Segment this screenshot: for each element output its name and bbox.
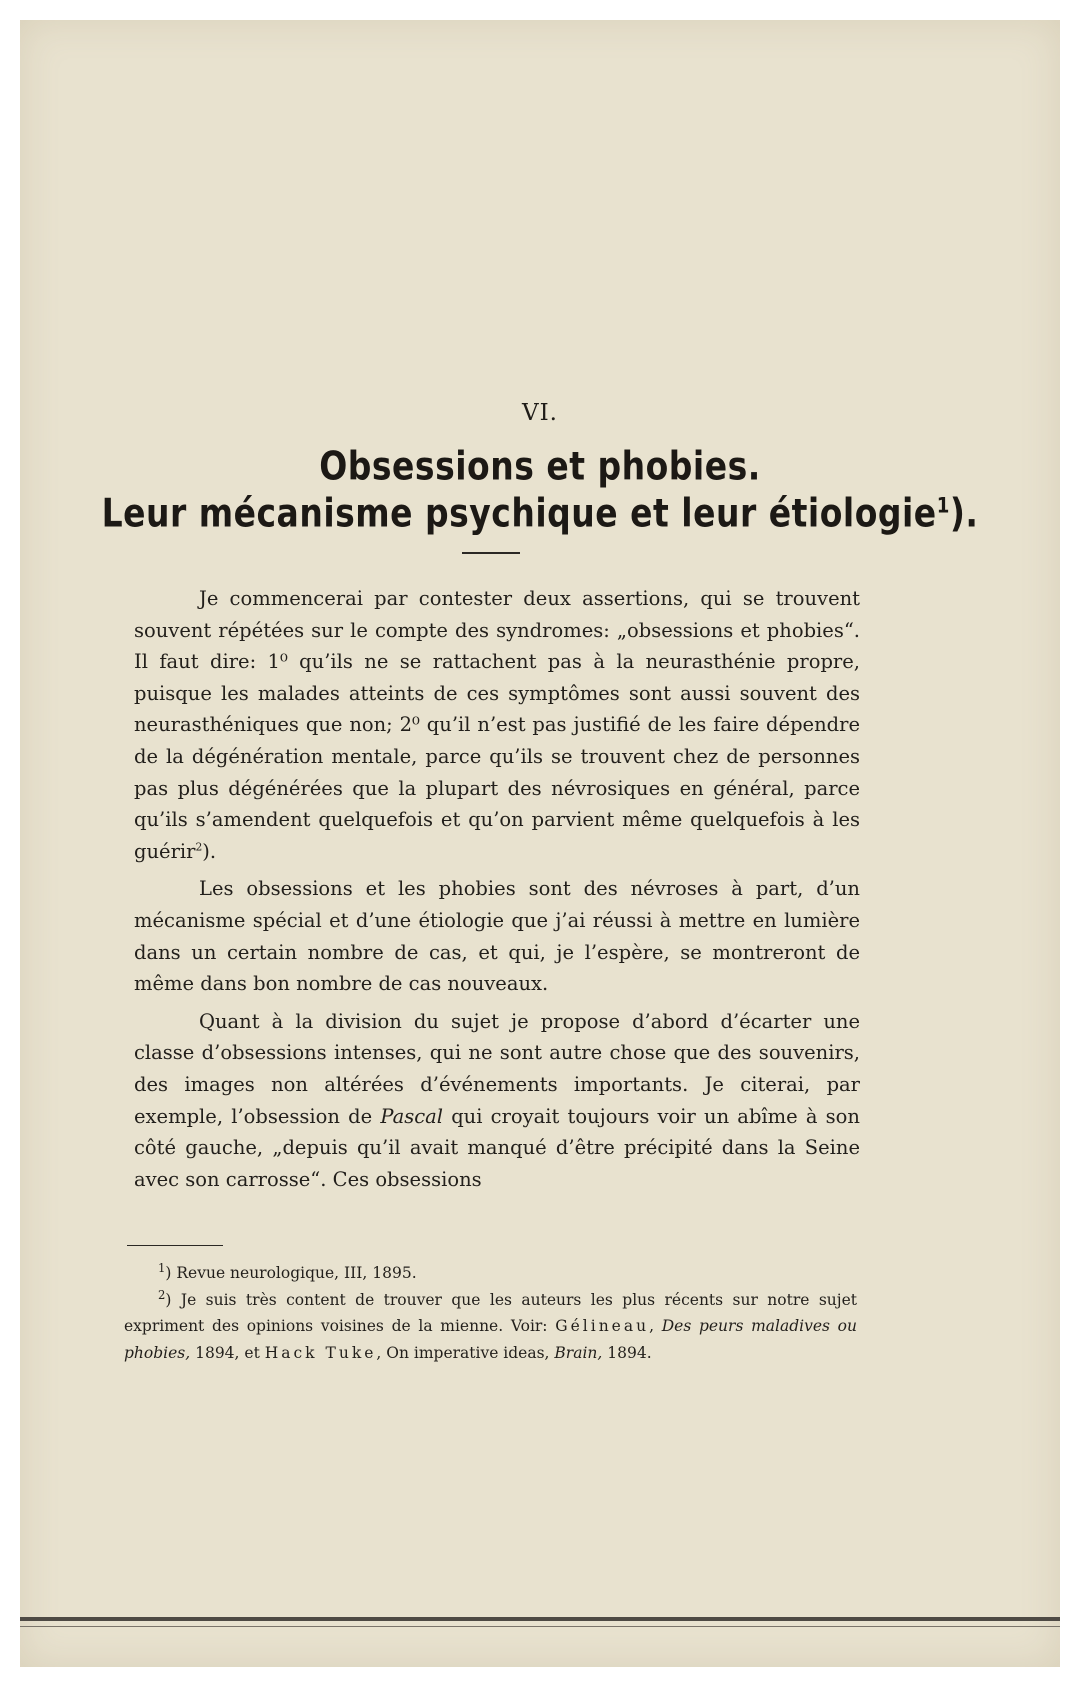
footnote-ref-2: 2 <box>195 840 203 854</box>
paragraph-3 <box>134 1006 860 1196</box>
name-pascal: Pascal <box>380 1104 444 1128</box>
footnote-rule <box>127 1245 223 1246</box>
footnote-2-text-d: , On imperative ideas, <box>376 1343 555 1362</box>
author-hack-tuke: Hack Tuke <box>264 1343 377 1362</box>
title-separator-rule <box>462 552 520 554</box>
footnote-2-text-a: ) Je suis très content de trouver que les auteurs les plus récents sur notre sujet expriment des opinions voisines de la mienne. Voir: <box>124 1290 857 1335</box>
footnote-2-text-b: , <box>649 1317 662 1335</box>
chapter-title-line2 <box>0 490 1080 536</box>
paragraph-3-before: Quant à la division du sujet je propose d’abord d’écarter une classe d’obsessions intenses, qui ne sont autre chose que des souvenirs, des images non altérées d’événements importants. Je citerai, par exemple, l’obsession de <box>134 1009 860 1128</box>
title-close: ). <box>949 490 979 537</box>
work-peurs-maladives: Des peurs maladives ou phobies, <box>124 1317 857 1362</box>
footnote-2 <box>124 1287 857 1367</box>
paragraph-1 <box>134 583 860 867</box>
footnote-2-mark: 2 <box>158 1287 166 1302</box>
footnote-2-text-e: 1894. <box>602 1343 652 1362</box>
author-gelineau: Gélineau <box>555 1317 650 1335</box>
paragraph-1-text: Je commencerai par contester deux assertions, qui se trouvent souvent répétées sur le compte des syndromes: „obsessions et phobies“. Il faut dire: 1⁰ qu’ils ne se rattachent pas à la neurasthénie propre, puisque les malades atteints de ces symptômes sont aussi souvent des neurasthéniques que non; 2⁰ qu’il n’est pas justifié de les faire dépendre de la dégénération mentale, parce qu’ils se trouvent chez de personnes pas plus dégénérées que la plupart des névrosiques en général, parce qu’ils s’amendent quelquefois et qu’on parvient même quelquefois à les guérir <box>134 587 860 863</box>
chapter-number: VI. <box>521 400 558 426</box>
paragraph-2: Les obsessions et les phobies sont des névroses à part, d’un mécanisme spécial et d’une étiologie que j’ai réussi à mettre en lumière dans un certain nombre de cas, et qui, je l’espère, se montreront de même dans bon nombre de cas nouveaux. <box>134 877 860 996</box>
footnote-1-text: ) Revue neurologique, III, 1895. <box>165 1264 417 1282</box>
journal-brain: Brain, <box>554 1343 603 1362</box>
title-line2-text: Leur mécanisme psychique et leur étiologie <box>101 490 937 537</box>
title-footnote-ref: 1 <box>936 493 950 519</box>
footnote-2-text-c: 1894, et <box>190 1343 265 1362</box>
page-bottom-rule <box>20 1617 1060 1621</box>
paragraph-3-after: qui croyait toujours voir un abîme à son côté gauche, „depuis qu’il avait manqué d’être précipité dans la Seine avec son carrosse“. Ces obsessions <box>134 1104 860 1191</box>
chapter-title-line1 <box>0 443 1080 489</box>
footnote-1-mark: 1 <box>158 1260 166 1275</box>
paragraph-1-end: ). <box>202 839 217 863</box>
page-bottom-rule-thin <box>20 1626 1060 1627</box>
footnotes <box>124 1260 857 1366</box>
footnote-1 <box>124 1260 857 1287</box>
body-text <box>134 583 860 1195</box>
title-line1-text: Obsessions et phobies. <box>319 443 761 490</box>
